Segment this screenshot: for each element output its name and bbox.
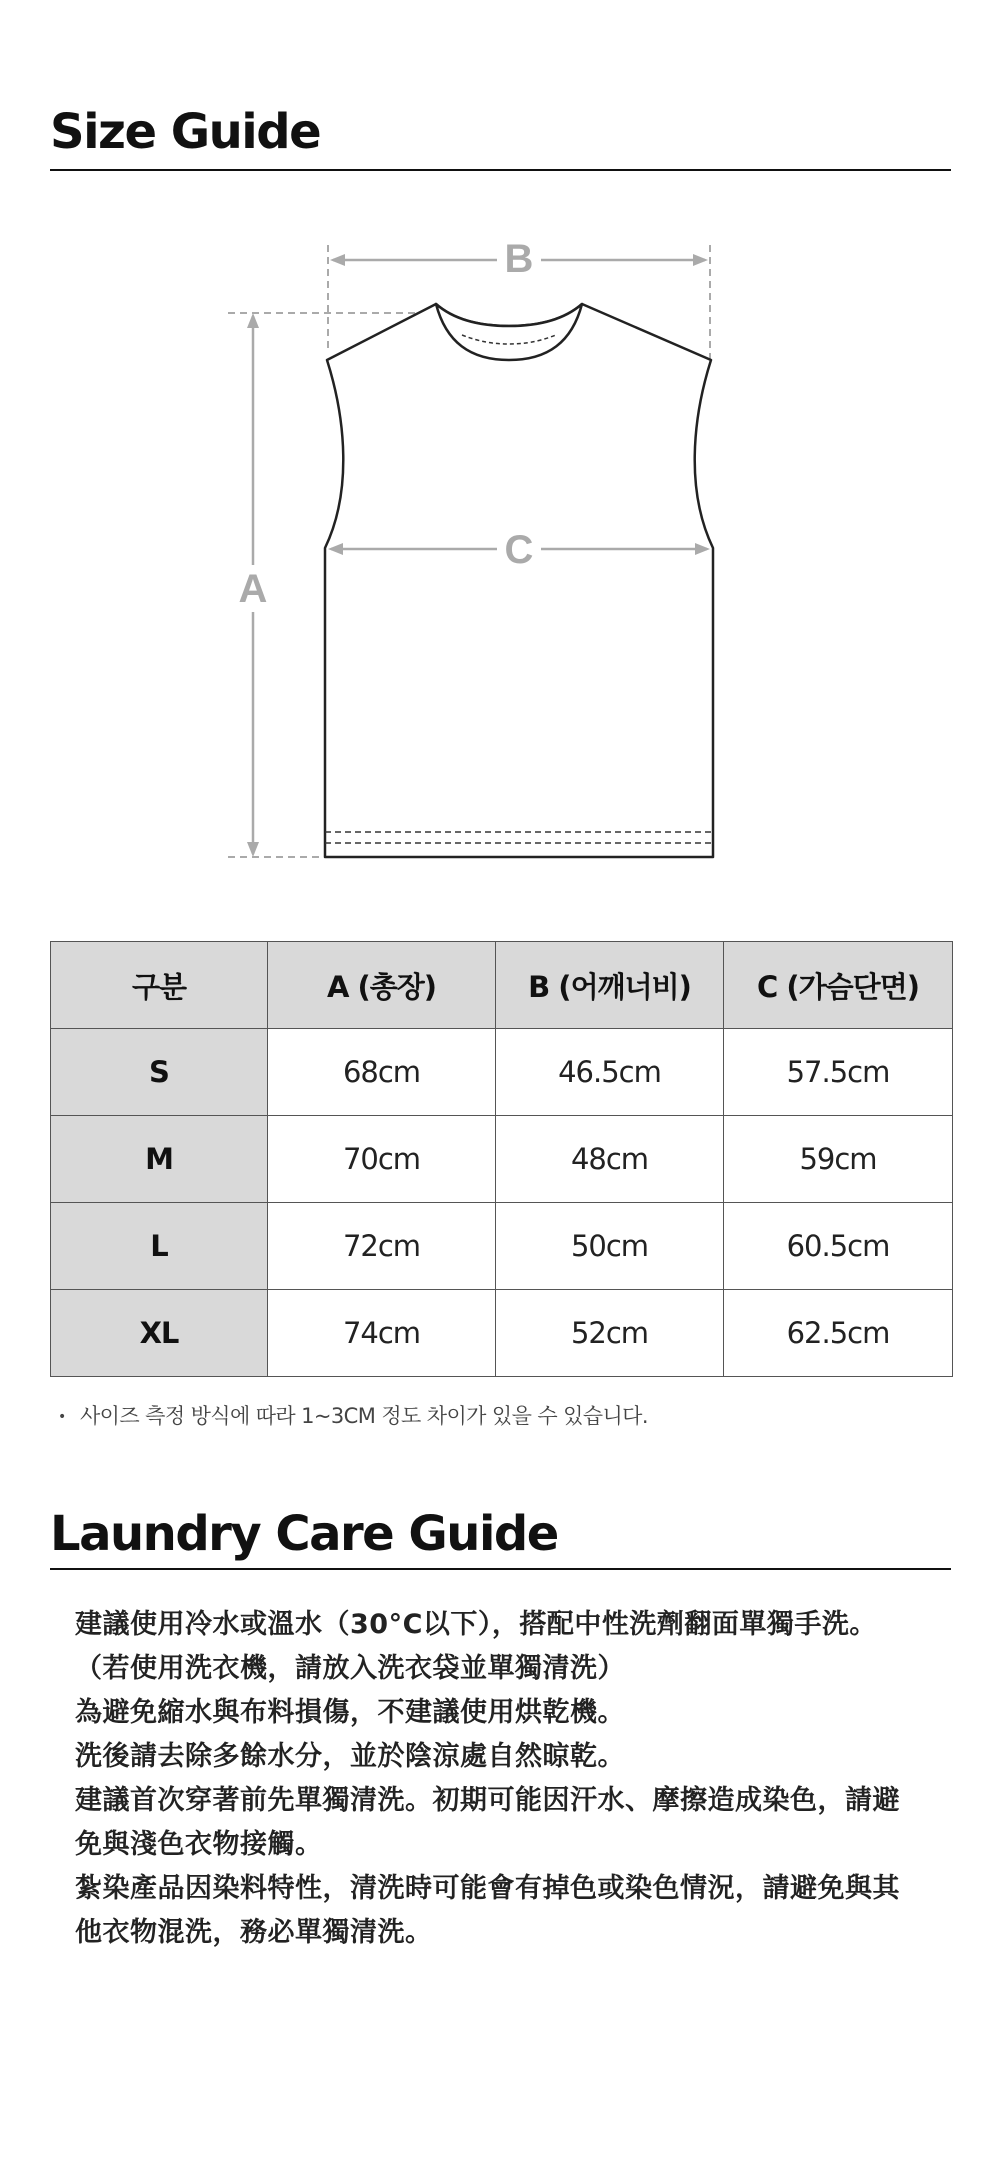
- column-header-shoulder-width: B (어깨너비): [496, 942, 724, 1029]
- arrow-b-left-head: [330, 254, 345, 266]
- care-line: （若使用洗衣機，請放入洗衣袋並單獨清洗）: [75, 1653, 625, 1684]
- table-cell-chest-width: 57.5cm: [724, 1029, 953, 1116]
- measurement-a-label: A: [238, 567, 268, 611]
- size-table: [50, 941, 953, 1377]
- garment-outline: [325, 304, 713, 857]
- arrow-a-top-head: [247, 313, 259, 328]
- table-row: [51, 1203, 953, 1290]
- bullet-icon: •: [58, 1409, 66, 1425]
- measurement-a: [239, 313, 268, 857]
- care-guide-divider: [50, 1568, 951, 1570]
- care-line: 他衣物混洗，務必單獨清洗。: [75, 1917, 433, 1948]
- table-cell-total-length: 74cm: [268, 1290, 496, 1377]
- care-line: 免與淺色衣物接觸。: [75, 1829, 323, 1860]
- measurement-b-label: B: [504, 237, 534, 281]
- table-cell-chest-width: 59cm: [724, 1116, 953, 1203]
- column-header-size: 구분: [51, 942, 268, 1029]
- measurement-note-text: 사이즈 측정 방식에 따라 1~3CM 정도 차이가 있을 수 있습니다.: [80, 1404, 648, 1428]
- table-row: [51, 1290, 953, 1377]
- size-label: L: [51, 1203, 268, 1290]
- care-instructions: [75, 1603, 965, 1955]
- measurement-note: [58, 1400, 948, 1430]
- table-cell-shoulder-width: 46.5cm: [496, 1029, 724, 1116]
- measurement-c-label: C: [504, 528, 534, 572]
- table-cell-total-length: 70cm: [268, 1116, 496, 1203]
- column-header-total-length: A (총장): [268, 942, 496, 1029]
- measurement-b: [330, 237, 708, 281]
- garment-diagram: [0, 0, 1000, 900]
- shirt-body: [325, 304, 713, 857]
- care-line: 為避免縮水與布料損傷，不建議使用烘乾機。: [75, 1697, 625, 1728]
- arrow-b-right-head: [693, 254, 708, 266]
- table-cell-shoulder-width: 48cm: [496, 1116, 724, 1203]
- arrow-a-bottom-head: [247, 842, 259, 857]
- table-row: [51, 1029, 953, 1116]
- care-line: 洗後請去除多餘水分，並於陰涼處自然晾乾。: [75, 1741, 625, 1772]
- table-cell-chest-width: 60.5cm: [724, 1203, 953, 1290]
- table-cell-chest-width: 62.5cm: [724, 1290, 953, 1377]
- care-line: 紮染產品因染料特性，清洗時可能會有掉色或染色情況，請避免與其: [75, 1873, 900, 1904]
- size-guide-title: Size Guide: [50, 104, 321, 160]
- table-cell-total-length: 72cm: [268, 1203, 496, 1290]
- care-line: 建議首次穿著前先單獨清洗。初期可能因汗水、摩擦造成染色，請避: [75, 1785, 900, 1816]
- size-label: M: [51, 1116, 268, 1203]
- care-guide-title: Laundry Care Guide: [50, 1506, 558, 1562]
- table-row: [51, 1116, 953, 1203]
- table-cell-shoulder-width: 52cm: [496, 1290, 724, 1377]
- table-header-row: [51, 942, 953, 1029]
- table-cell-shoulder-width: 50cm: [496, 1203, 724, 1290]
- table-cell-total-length: 68cm: [268, 1029, 496, 1116]
- care-line: 建議使用冷水或溫水（30°C以下），搭配中性洗劑翻面單獨手洗。: [75, 1609, 877, 1640]
- column-header-chest-width: C (가슴단면): [724, 942, 953, 1029]
- size-label: S: [51, 1029, 268, 1116]
- size-label: XL: [51, 1290, 268, 1377]
